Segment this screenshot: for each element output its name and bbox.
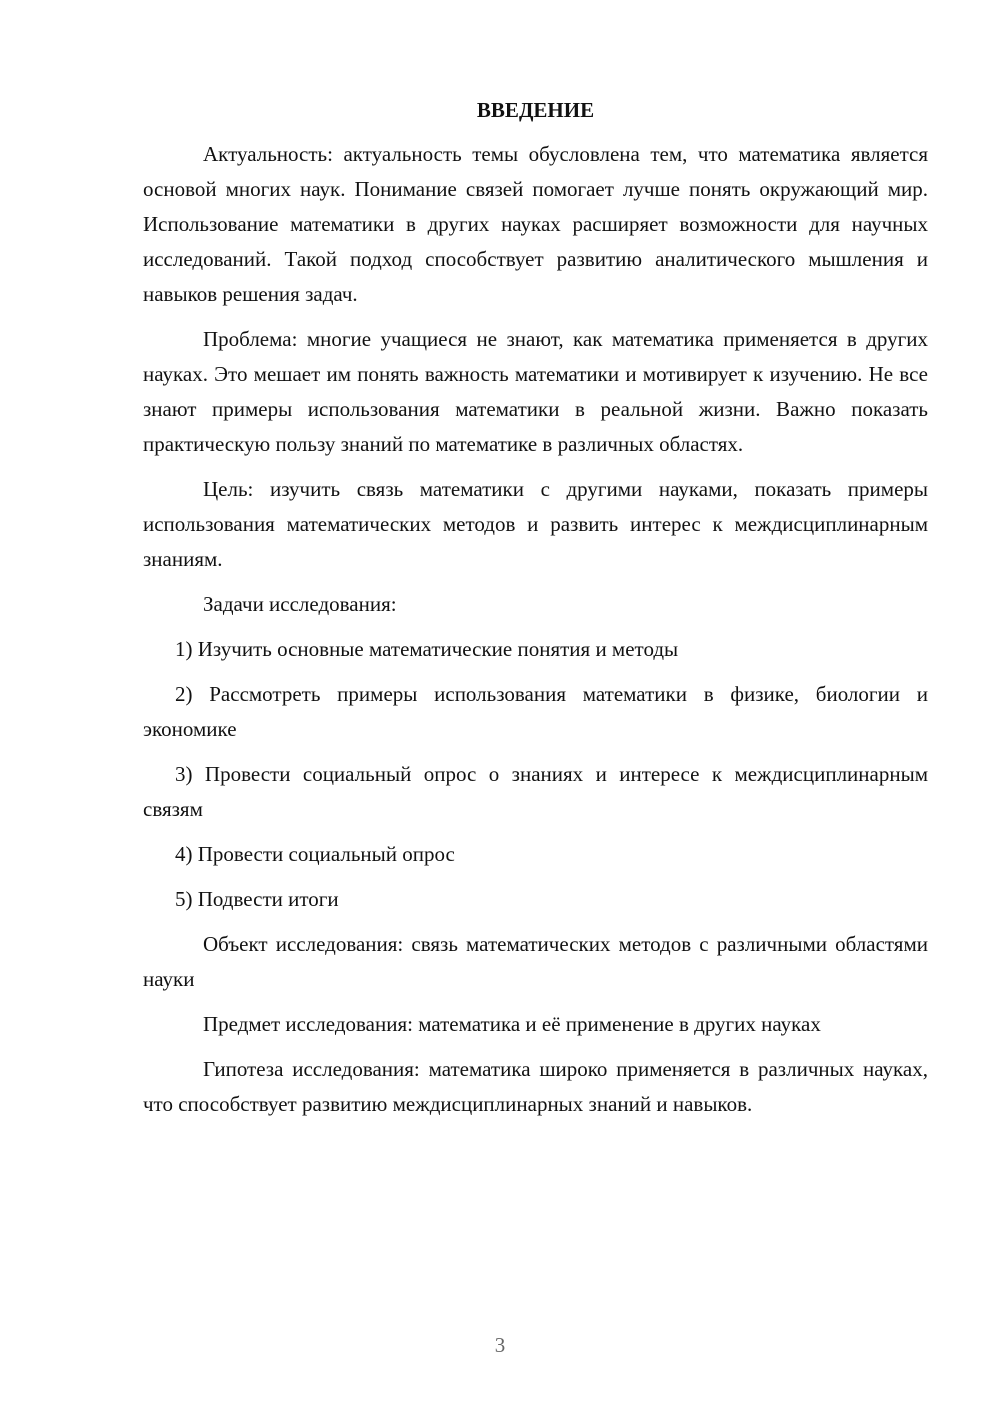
problem-paragraph: Проблема: многие учащиеся не знают, как математика применяется в других науках. Это мешает им понять важность математики и мотивирует к изучению. Не все знают примеры использования математики в реальной жизни. Важно показать практическую пользу знаний по математике в различных областях.: [143, 327, 928, 456]
document-page: [143, 95, 928, 1132]
relevance-paragraph: Актуальность: актуальность темы обусловлена тем, что математика является основой многих наук. Понимание связей помогает лучше понять окружающий мир. Использование математики в других науках расширяет возможности для научных исследований. Такой подход способствует развитию аналитического мышления и навыков решения задач.: [143, 142, 928, 306]
goal-paragraph: Цель: изучить связь математики с другими науками, показать примеры использования математических методов и развить интерес к междисциплинарным знаниям.: [143, 477, 928, 571]
hypothesis-paragraph: Гипотеза исследования: математика широко применяется в различных науках, что способствует развитию междисциплинарных знаний и навыков.: [143, 1057, 928, 1116]
tasks-list: [143, 632, 928, 917]
subject-paragraph: Предмет исследования: математика и её применение в других науках: [203, 1012, 821, 1036]
task-item: 5) Подвести итоги: [175, 887, 339, 911]
task-item: 4) Провести социальный опрос: [175, 842, 455, 866]
task-item: 2) Рассмотреть примеры использования математики в физике, биологии и экономике: [143, 682, 928, 741]
object-paragraph: Объект исследования: связь математических методов с различными областями науки: [143, 932, 928, 991]
page-title: ВВЕДЕНИЕ: [476, 98, 595, 122]
page-number: 3: [494, 1333, 506, 1357]
task-item: 1) Изучить основные математические понятия и методы: [175, 637, 679, 661]
tasks-heading: Задачи исследования:: [203, 592, 397, 616]
task-item: 3) Провести социальный опрос о знаниях и интересе к междисциплинарным связям: [143, 762, 928, 821]
